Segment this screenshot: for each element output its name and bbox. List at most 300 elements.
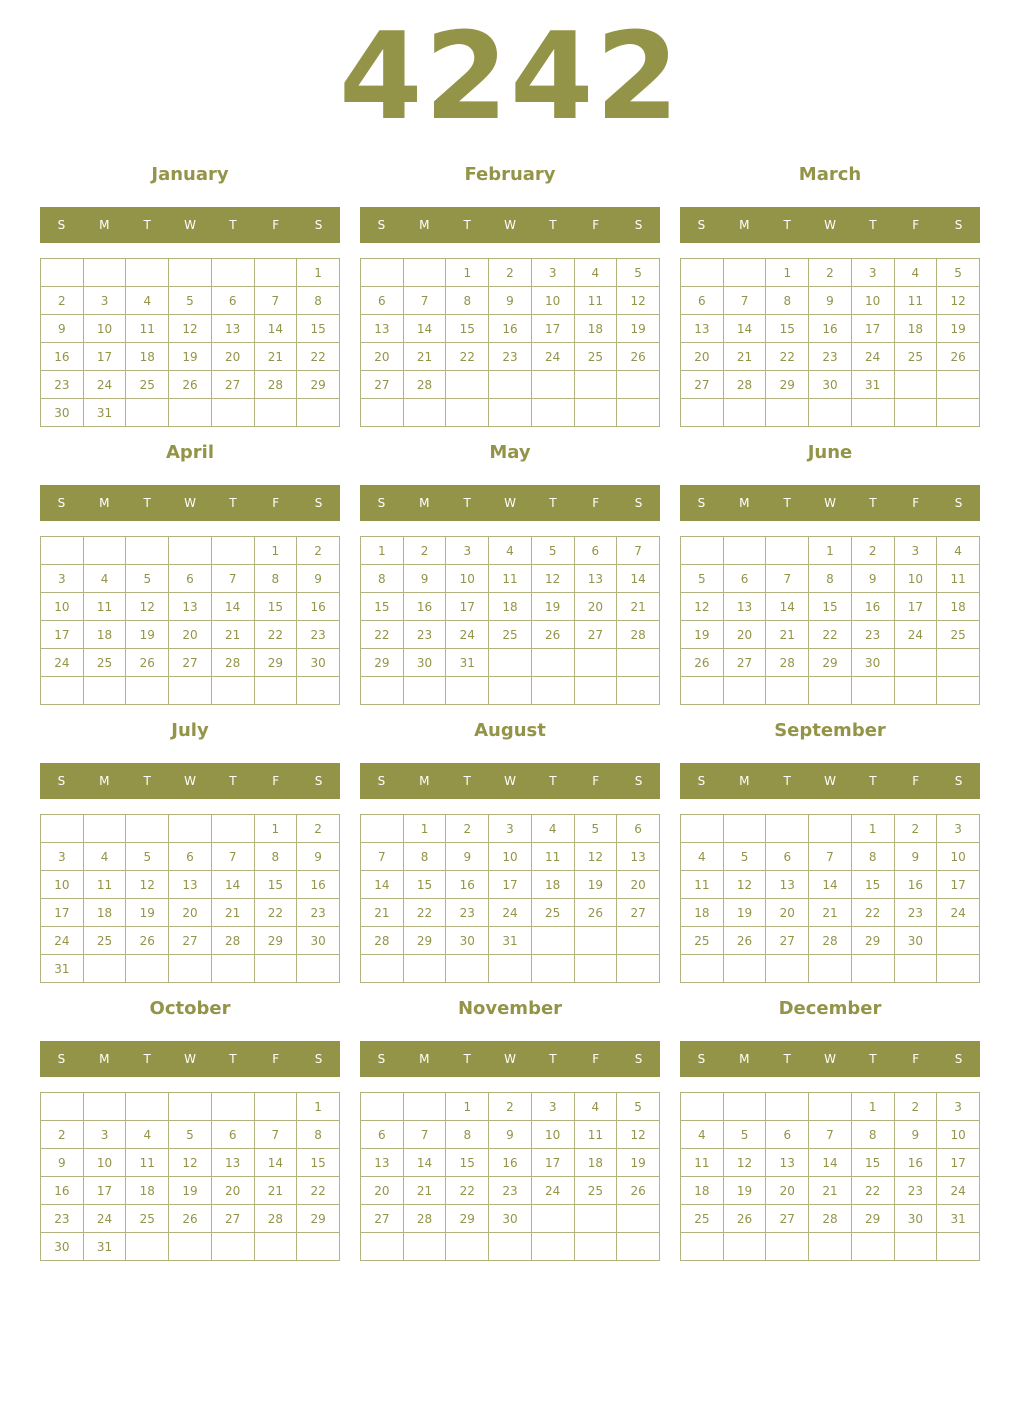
weekday-label: S xyxy=(57,774,66,788)
day-cell: 19 xyxy=(681,621,724,649)
day-cell: 9 xyxy=(894,1121,937,1149)
empty-day-cell xyxy=(531,677,574,705)
day-cell: 1 xyxy=(254,537,297,565)
day-cell: 21 xyxy=(254,343,297,371)
day-cell: 6 xyxy=(766,843,809,871)
weekday-label: S xyxy=(954,774,963,788)
empty-day-cell xyxy=(723,399,766,427)
day-cell: 23 xyxy=(489,343,532,371)
weekday-label: S xyxy=(954,496,963,510)
day-cell: 20 xyxy=(681,343,724,371)
empty-day-cell xyxy=(681,955,724,983)
day-cell: 21 xyxy=(403,1177,446,1205)
empty-day-cell xyxy=(169,815,212,843)
empty-day-cell xyxy=(809,399,852,427)
week-row xyxy=(681,537,980,565)
month-name: March xyxy=(798,164,862,185)
weekday-label: T xyxy=(549,1052,557,1066)
empty-day-cell xyxy=(937,1233,980,1261)
week-row xyxy=(361,1177,660,1205)
day-cell: 15 xyxy=(403,871,446,899)
day-cell: 3 xyxy=(531,1093,574,1121)
empty-day-cell xyxy=(254,1233,297,1261)
week-row xyxy=(681,1233,980,1261)
empty-day-cell xyxy=(446,1233,489,1261)
weekday-label: M xyxy=(739,218,750,232)
day-grid xyxy=(680,1092,980,1261)
empty-day-cell xyxy=(531,927,574,955)
empty-day-cell xyxy=(254,259,297,287)
week-row xyxy=(41,371,340,399)
day-cell: 2 xyxy=(489,259,532,287)
weekday-header xyxy=(360,485,660,521)
empty-day-cell xyxy=(446,399,489,427)
day-cell: 8 xyxy=(254,565,297,593)
day-cell: 5 xyxy=(617,1093,660,1121)
empty-day-cell xyxy=(297,955,340,983)
day-cell: 18 xyxy=(531,871,574,899)
day-cell: 2 xyxy=(403,537,446,565)
day-cell: 4 xyxy=(126,287,169,315)
weekday-label: W xyxy=(504,774,516,788)
day-cell: 19 xyxy=(617,1149,660,1177)
empty-day-cell xyxy=(489,677,532,705)
week-row xyxy=(681,955,980,983)
day-cell: 7 xyxy=(403,1121,446,1149)
empty-day-cell xyxy=(894,399,937,427)
empty-day-cell xyxy=(723,1233,766,1261)
day-cell: 16 xyxy=(403,593,446,621)
empty-day-cell xyxy=(894,371,937,399)
empty-day-cell xyxy=(446,677,489,705)
day-grid xyxy=(40,814,340,983)
empty-day-cell xyxy=(681,259,724,287)
empty-day-cell xyxy=(617,927,660,955)
day-cell: 31 xyxy=(937,1205,980,1233)
week-row xyxy=(681,815,980,843)
day-cell: 19 xyxy=(723,1177,766,1205)
week-row xyxy=(361,565,660,593)
empty-day-cell xyxy=(894,649,937,677)
day-cell: 17 xyxy=(894,593,937,621)
empty-day-cell xyxy=(851,955,894,983)
day-cell: 29 xyxy=(254,649,297,677)
day-cell: 21 xyxy=(809,899,852,927)
empty-day-cell xyxy=(531,1205,574,1233)
day-cell: 23 xyxy=(446,899,489,927)
day-cell: 2 xyxy=(297,537,340,565)
day-cell: 12 xyxy=(617,1121,660,1149)
day-cell: 5 xyxy=(531,537,574,565)
day-cell: 9 xyxy=(446,843,489,871)
day-cell: 10 xyxy=(446,565,489,593)
day-cell: 18 xyxy=(126,343,169,371)
week-row xyxy=(41,677,340,705)
empty-day-cell xyxy=(937,371,980,399)
day-cell: 15 xyxy=(254,871,297,899)
day-cell: 3 xyxy=(41,565,84,593)
day-cell: 16 xyxy=(41,1177,84,1205)
day-cell: 30 xyxy=(297,649,340,677)
week-row xyxy=(361,399,660,427)
day-cell: 12 xyxy=(531,565,574,593)
day-cell: 11 xyxy=(681,1149,724,1177)
empty-day-cell xyxy=(361,955,404,983)
day-cell: 9 xyxy=(851,565,894,593)
day-cell: 7 xyxy=(403,287,446,315)
empty-day-cell xyxy=(169,1093,212,1121)
empty-day-cell xyxy=(766,955,809,983)
day-cell: 27 xyxy=(361,1205,404,1233)
empty-day-cell xyxy=(851,399,894,427)
day-cell: 24 xyxy=(851,343,894,371)
day-cell: 11 xyxy=(489,565,532,593)
day-cell: 22 xyxy=(403,899,446,927)
weekday-label: W xyxy=(824,218,836,232)
day-cell: 7 xyxy=(809,843,852,871)
day-cell: 3 xyxy=(489,815,532,843)
day-cell: 28 xyxy=(361,927,404,955)
empty-day-cell xyxy=(531,649,574,677)
empty-day-cell xyxy=(766,399,809,427)
day-cell: 18 xyxy=(83,621,126,649)
day-cell: 13 xyxy=(617,843,660,871)
empty-day-cell xyxy=(403,677,446,705)
empty-day-cell xyxy=(681,677,724,705)
weekday-label: S xyxy=(314,1052,323,1066)
empty-day-cell xyxy=(531,1233,574,1261)
week-row xyxy=(41,649,340,677)
weekday-label: F xyxy=(912,774,920,788)
week-row xyxy=(361,649,660,677)
empty-day-cell xyxy=(809,1233,852,1261)
day-cell: 25 xyxy=(83,649,126,677)
day-grid xyxy=(360,1092,660,1261)
day-cell: 2 xyxy=(851,537,894,565)
day-cell: 11 xyxy=(126,315,169,343)
day-cell: 30 xyxy=(403,649,446,677)
day-cell: 11 xyxy=(83,871,126,899)
day-cell: 14 xyxy=(254,315,297,343)
day-cell: 27 xyxy=(617,899,660,927)
day-cell: 27 xyxy=(681,371,724,399)
day-cell: 15 xyxy=(297,1149,340,1177)
weekday-header xyxy=(680,485,980,521)
empty-day-cell xyxy=(851,677,894,705)
day-cell: 26 xyxy=(169,371,212,399)
day-cell: 27 xyxy=(211,1205,254,1233)
week-row xyxy=(361,259,660,287)
empty-day-cell xyxy=(574,649,617,677)
empty-day-cell xyxy=(617,649,660,677)
day-cell: 24 xyxy=(41,927,84,955)
empty-day-cell xyxy=(361,1233,404,1261)
weekday-label: T xyxy=(783,218,791,232)
year-title: 4242 xyxy=(339,8,681,147)
day-cell: 9 xyxy=(809,287,852,315)
day-cell: 23 xyxy=(489,1177,532,1205)
day-cell: 20 xyxy=(766,899,809,927)
day-cell: 4 xyxy=(489,537,532,565)
day-cell: 4 xyxy=(894,259,937,287)
day-cell: 7 xyxy=(723,287,766,315)
month-name: November xyxy=(457,998,563,1019)
empty-day-cell xyxy=(211,537,254,565)
day-cell: 19 xyxy=(169,343,212,371)
empty-day-cell xyxy=(83,955,126,983)
day-cell: 14 xyxy=(403,315,446,343)
day-cell: 28 xyxy=(403,1205,446,1233)
day-cell: 13 xyxy=(361,1149,404,1177)
weekday-label: T xyxy=(143,1052,151,1066)
day-cell: 4 xyxy=(126,1121,169,1149)
weekday-header xyxy=(360,207,660,243)
day-cell: 22 xyxy=(297,343,340,371)
month-name: October xyxy=(149,998,231,1019)
day-cell: 19 xyxy=(937,315,980,343)
day-cell: 8 xyxy=(403,843,446,871)
day-cell: 13 xyxy=(574,565,617,593)
day-cell: 7 xyxy=(211,565,254,593)
day-cell: 11 xyxy=(574,287,617,315)
empty-day-cell xyxy=(254,1093,297,1121)
day-cell: 10 xyxy=(83,315,126,343)
empty-day-cell xyxy=(41,1093,84,1121)
day-cell: 12 xyxy=(169,1149,212,1177)
day-cell: 3 xyxy=(851,259,894,287)
empty-day-cell xyxy=(574,399,617,427)
day-cell: 8 xyxy=(361,565,404,593)
day-cell: 30 xyxy=(297,927,340,955)
day-cell: 25 xyxy=(574,1177,617,1205)
day-cell: 5 xyxy=(723,1121,766,1149)
day-cell: 21 xyxy=(403,343,446,371)
day-cell: 4 xyxy=(681,843,724,871)
day-cell: 12 xyxy=(169,315,212,343)
day-cell: 28 xyxy=(211,927,254,955)
day-cell: 19 xyxy=(531,593,574,621)
day-cell: 15 xyxy=(446,315,489,343)
week-row xyxy=(681,259,980,287)
day-cell: 22 xyxy=(446,1177,489,1205)
day-cell: 10 xyxy=(531,1121,574,1149)
day-cell: 27 xyxy=(211,371,254,399)
day-cell: 25 xyxy=(574,343,617,371)
day-cell: 26 xyxy=(169,1205,212,1233)
day-cell: 18 xyxy=(574,315,617,343)
day-cell: 2 xyxy=(894,1093,937,1121)
day-cell: 9 xyxy=(489,1121,532,1149)
empty-day-cell xyxy=(41,537,84,565)
day-cell: 6 xyxy=(681,287,724,315)
weekday-label: M xyxy=(99,496,110,510)
day-cell: 28 xyxy=(723,371,766,399)
weekday-label: S xyxy=(697,496,706,510)
weekday-header xyxy=(40,763,340,799)
day-cell: 22 xyxy=(297,1177,340,1205)
day-cell: 14 xyxy=(211,871,254,899)
day-cell: 1 xyxy=(809,537,852,565)
day-cell: 18 xyxy=(681,899,724,927)
day-cell: 2 xyxy=(809,259,852,287)
day-cell: 24 xyxy=(531,1177,574,1205)
empty-day-cell xyxy=(809,677,852,705)
day-grid xyxy=(680,258,980,427)
day-cell: 5 xyxy=(169,1121,212,1149)
day-cell: 28 xyxy=(809,1205,852,1233)
weekday-label: S xyxy=(314,496,323,510)
empty-day-cell xyxy=(723,259,766,287)
day-cell: 31 xyxy=(83,399,126,427)
day-cell: 30 xyxy=(41,399,84,427)
day-cell: 2 xyxy=(41,1121,84,1149)
day-cell: 18 xyxy=(83,899,126,927)
weekday-label: T xyxy=(143,774,151,788)
day-cell: 21 xyxy=(723,343,766,371)
weekday-label: T xyxy=(869,1052,877,1066)
day-cell: 9 xyxy=(894,843,937,871)
day-cell: 21 xyxy=(254,1177,297,1205)
day-cell: 10 xyxy=(937,843,980,871)
weekday-label: T xyxy=(549,496,557,510)
day-cell: 14 xyxy=(723,315,766,343)
day-cell: 14 xyxy=(809,1149,852,1177)
empty-day-cell xyxy=(41,815,84,843)
week-row xyxy=(681,565,980,593)
day-cell: 12 xyxy=(617,287,660,315)
day-cell: 16 xyxy=(894,1149,937,1177)
day-cell: 8 xyxy=(851,1121,894,1149)
day-cell: 11 xyxy=(681,871,724,899)
day-cell: 4 xyxy=(574,259,617,287)
week-row xyxy=(41,899,340,927)
day-cell: 12 xyxy=(574,843,617,871)
empty-day-cell xyxy=(169,537,212,565)
day-cell: 23 xyxy=(297,899,340,927)
day-cell: 20 xyxy=(361,1177,404,1205)
day-cell: 20 xyxy=(617,871,660,899)
day-cell: 25 xyxy=(681,927,724,955)
week-row xyxy=(361,315,660,343)
day-cell: 26 xyxy=(617,1177,660,1205)
day-cell: 9 xyxy=(403,565,446,593)
day-cell: 28 xyxy=(403,371,446,399)
weekday-label: S xyxy=(314,218,323,232)
empty-day-cell xyxy=(211,399,254,427)
day-cell: 27 xyxy=(766,1205,809,1233)
week-row xyxy=(41,565,340,593)
empty-day-cell xyxy=(809,815,852,843)
day-cell: 30 xyxy=(489,1205,532,1233)
week-row xyxy=(41,955,340,983)
weekday-label: M xyxy=(419,218,430,232)
day-grid xyxy=(40,258,340,427)
day-cell: 23 xyxy=(809,343,852,371)
day-cell: 23 xyxy=(851,621,894,649)
day-cell: 15 xyxy=(809,593,852,621)
day-cell: 22 xyxy=(766,343,809,371)
weekday-label: F xyxy=(272,1052,280,1066)
weekday-label: F xyxy=(592,1052,600,1066)
day-cell: 25 xyxy=(937,621,980,649)
day-cell: 17 xyxy=(531,1149,574,1177)
day-cell: 5 xyxy=(937,259,980,287)
empty-day-cell xyxy=(617,399,660,427)
day-cell: 24 xyxy=(489,899,532,927)
day-cell: 24 xyxy=(83,1205,126,1233)
empty-day-cell xyxy=(403,1093,446,1121)
day-cell: 28 xyxy=(766,649,809,677)
day-grid xyxy=(680,814,980,983)
empty-day-cell xyxy=(937,955,980,983)
empty-day-cell xyxy=(681,815,724,843)
day-cell: 16 xyxy=(297,871,340,899)
weekday-label: S xyxy=(57,218,66,232)
day-cell: 8 xyxy=(297,1121,340,1149)
day-cell: 7 xyxy=(254,287,297,315)
week-row xyxy=(361,1205,660,1233)
day-cell: 8 xyxy=(254,843,297,871)
day-cell: 31 xyxy=(489,927,532,955)
empty-day-cell xyxy=(403,955,446,983)
empty-day-cell xyxy=(574,1205,617,1233)
day-cell: 22 xyxy=(809,621,852,649)
day-cell: 20 xyxy=(211,1177,254,1205)
weekday-header xyxy=(680,207,980,243)
empty-day-cell xyxy=(211,815,254,843)
day-cell: 18 xyxy=(681,1177,724,1205)
empty-day-cell xyxy=(446,955,489,983)
day-cell: 6 xyxy=(211,287,254,315)
empty-day-cell xyxy=(851,1233,894,1261)
weekday-label: T xyxy=(229,496,237,510)
week-row xyxy=(681,927,980,955)
day-cell: 19 xyxy=(617,315,660,343)
day-cell: 24 xyxy=(894,621,937,649)
day-cell: 12 xyxy=(723,1149,766,1177)
empty-day-cell xyxy=(489,955,532,983)
week-row xyxy=(41,259,340,287)
empty-day-cell xyxy=(211,1233,254,1261)
week-row xyxy=(361,677,660,705)
empty-day-cell xyxy=(83,815,126,843)
day-cell: 29 xyxy=(254,927,297,955)
day-cell: 1 xyxy=(446,259,489,287)
day-cell: 13 xyxy=(169,593,212,621)
day-cell: 29 xyxy=(809,649,852,677)
week-row xyxy=(361,621,660,649)
day-cell: 3 xyxy=(83,287,126,315)
day-cell: 23 xyxy=(403,621,446,649)
weekday-label: S xyxy=(634,1052,643,1066)
day-cell: 21 xyxy=(211,621,254,649)
empty-day-cell xyxy=(574,371,617,399)
day-cell: 10 xyxy=(894,565,937,593)
day-cell: 14 xyxy=(809,871,852,899)
empty-day-cell xyxy=(361,677,404,705)
day-cell: 13 xyxy=(681,315,724,343)
day-cell: 5 xyxy=(574,815,617,843)
day-cell: 28 xyxy=(809,927,852,955)
day-cell: 13 xyxy=(361,315,404,343)
day-cell: 2 xyxy=(297,815,340,843)
weekday-label: W xyxy=(504,496,516,510)
week-row xyxy=(681,287,980,315)
day-cell: 31 xyxy=(446,649,489,677)
day-cell: 24 xyxy=(446,621,489,649)
day-cell: 20 xyxy=(169,621,212,649)
day-cell: 8 xyxy=(446,1121,489,1149)
